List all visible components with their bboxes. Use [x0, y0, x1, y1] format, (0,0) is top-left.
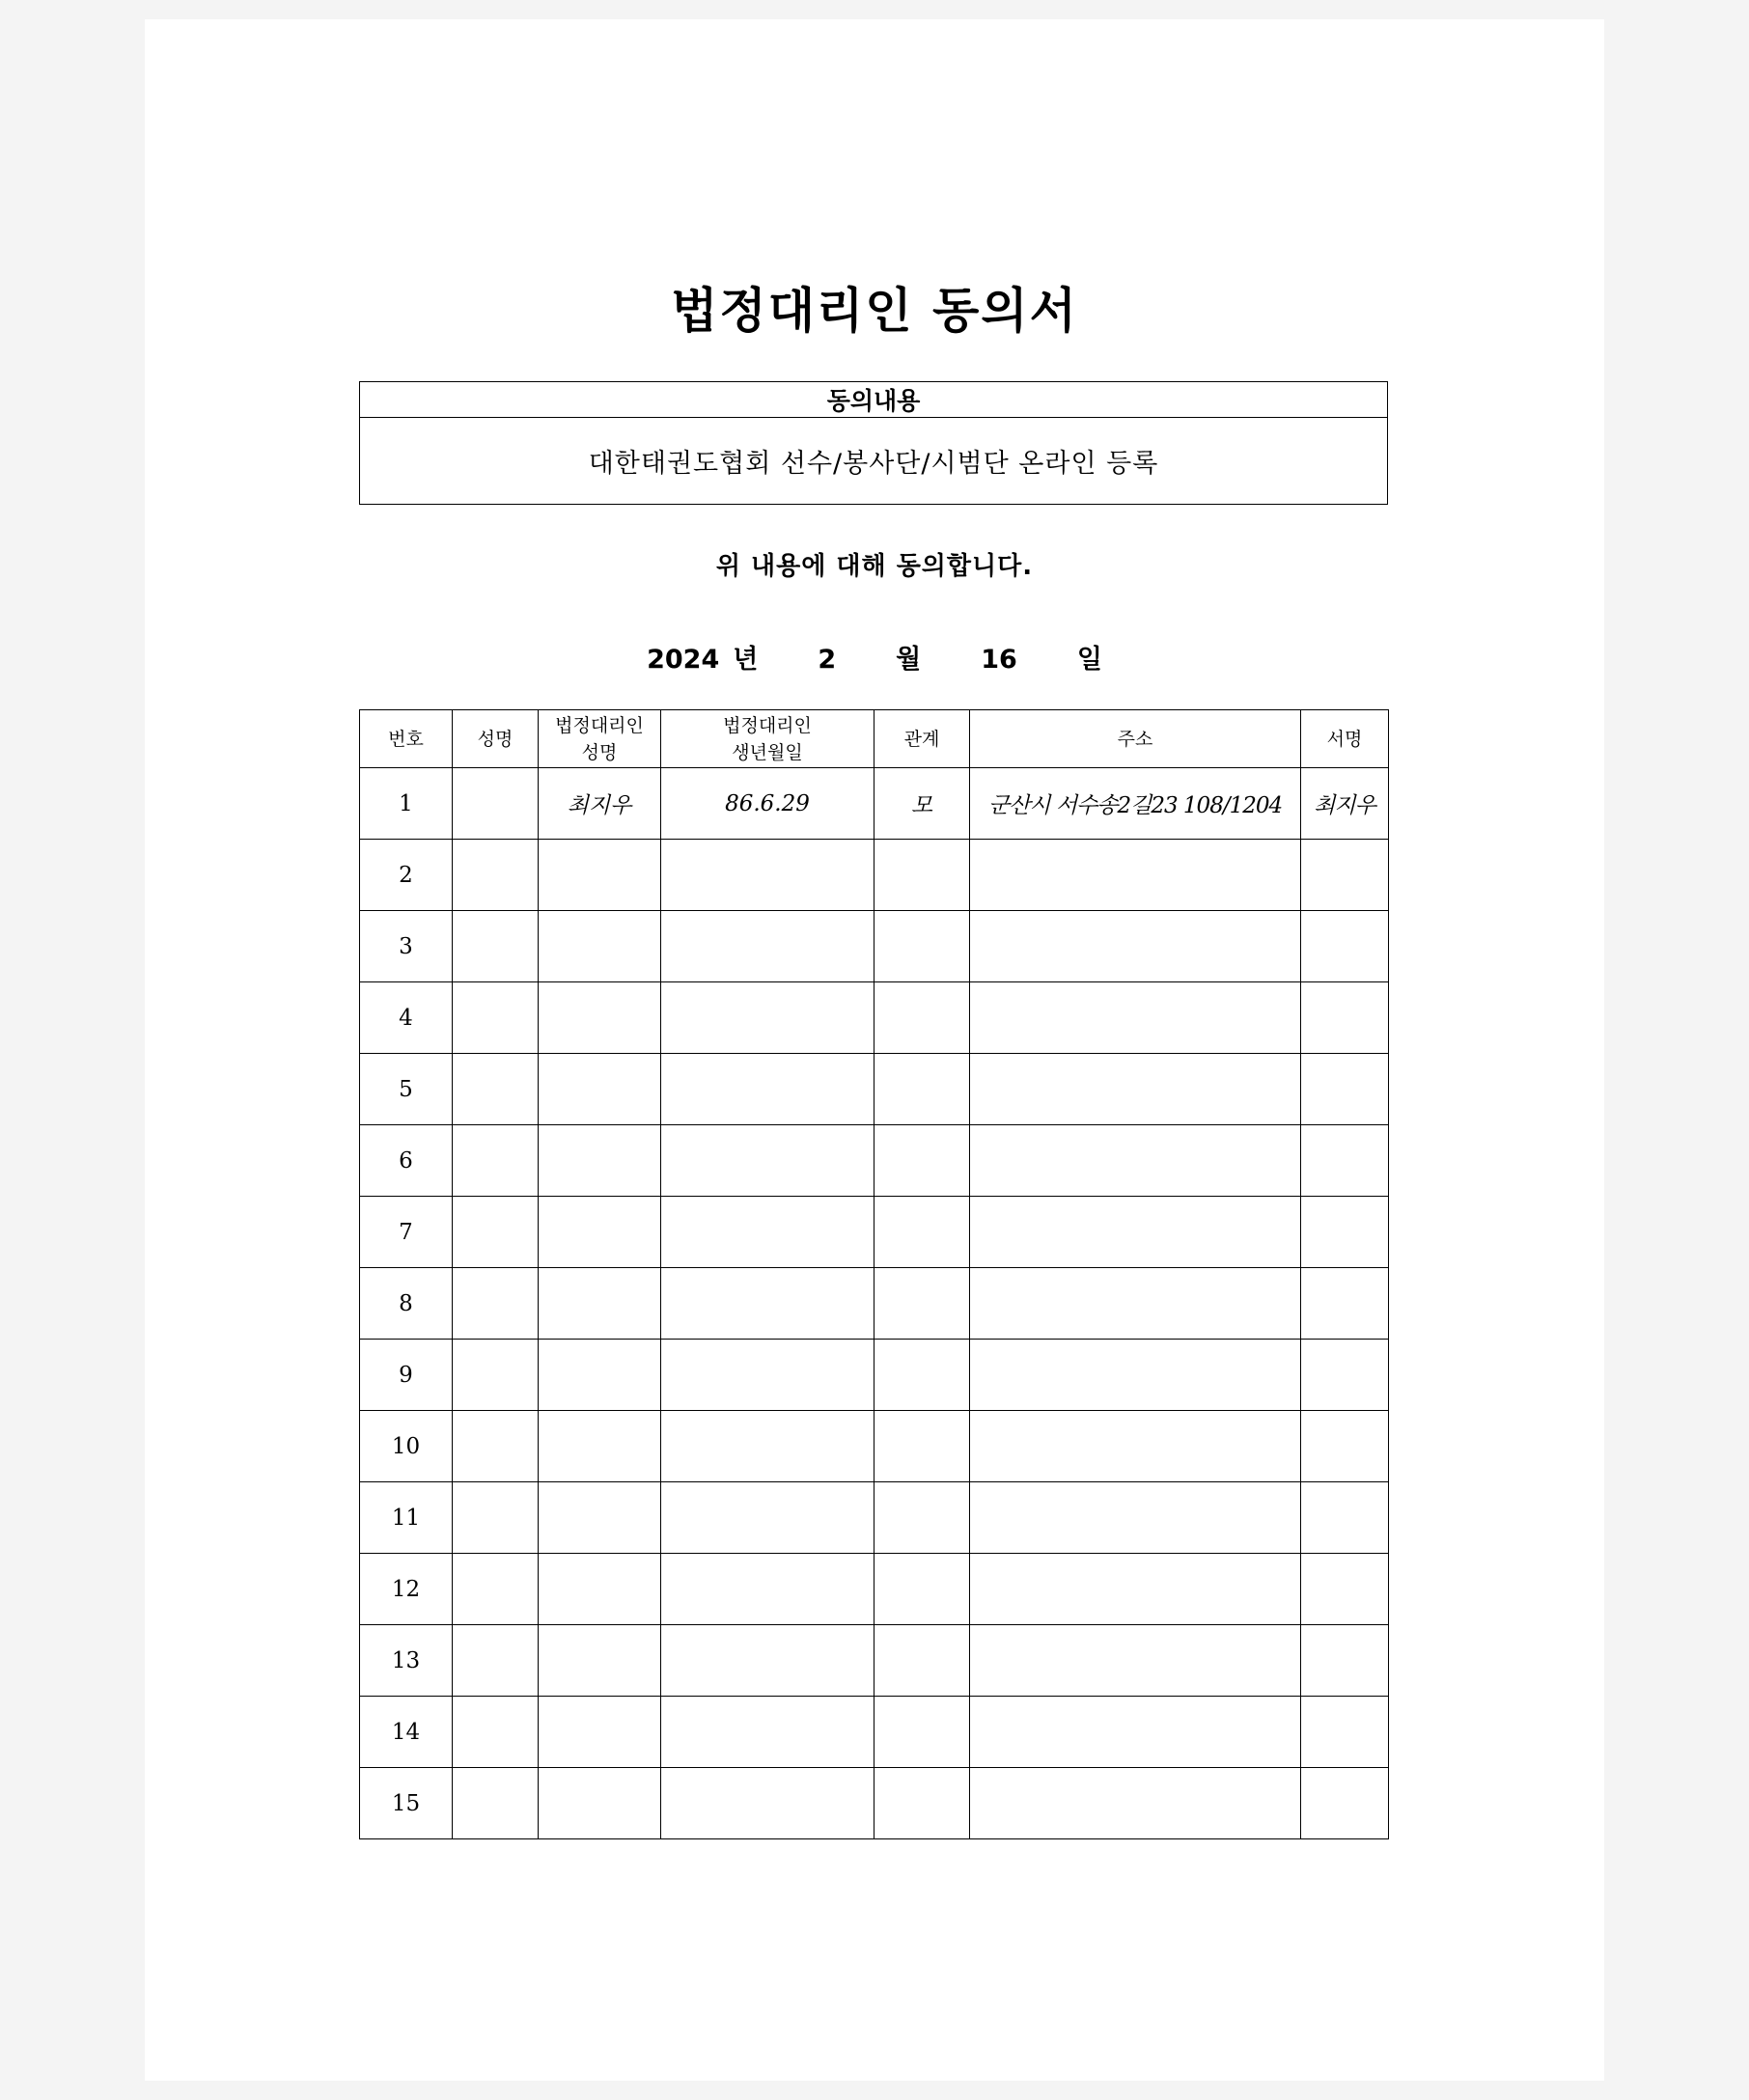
- cell-name: [453, 1625, 539, 1697]
- cell-name: [453, 982, 539, 1054]
- cell-relation: [874, 1197, 970, 1268]
- cell-guardian-birth: [661, 1340, 874, 1411]
- cell-guardian-name: [539, 1125, 661, 1197]
- date-year-unit: 년: [733, 645, 759, 675]
- cell-signature: [1301, 1197, 1389, 1268]
- cell-guardian-name: [539, 1768, 661, 1839]
- cell-signature: [1301, 1482, 1389, 1554]
- cell-guardian-name: [539, 1268, 661, 1340]
- cell-guardian-name: [539, 982, 661, 1054]
- table-row: [360, 1125, 1389, 1197]
- cell-no: 8: [360, 1268, 453, 1340]
- table-row: [360, 840, 1389, 911]
- cell-name: [453, 768, 539, 840]
- header-guardian-name-line1: 법정대리인: [555, 714, 644, 736]
- cell-guardian-birth: [661, 840, 874, 911]
- cell-name: [453, 1268, 539, 1340]
- cell-name: [453, 1197, 539, 1268]
- cell-relation: [874, 1411, 970, 1482]
- cell-address: [970, 1197, 1301, 1268]
- cell-signature: 최지우: [1301, 768, 1389, 840]
- cell-guardian-name: [539, 1340, 661, 1411]
- cell-guardian-name: [539, 1411, 661, 1482]
- cell-guardian-birth: [661, 1697, 874, 1768]
- cell-guardian-birth: [661, 1625, 874, 1697]
- header-guardian-name-line2: 성명: [581, 741, 618, 763]
- cell-guardian-birth: [661, 911, 874, 982]
- table-row: [360, 1697, 1389, 1768]
- header-guardian-birth-line2: 생년월일: [732, 741, 803, 763]
- cell-address: [970, 1411, 1301, 1482]
- header-no: 번호: [360, 710, 453, 768]
- table-row: [360, 1768, 1389, 1839]
- header-address: 주소: [970, 710, 1301, 768]
- cell-guardian-name: [539, 1697, 661, 1768]
- cell-no: 6: [360, 1125, 453, 1197]
- page-title: 법정대리인 동의서: [671, 283, 1078, 339]
- cell-signature: [1301, 1268, 1389, 1340]
- cell-guardian-birth: 86.6.29: [661, 768, 874, 840]
- table-row: [360, 1554, 1389, 1625]
- cell-signature: [1301, 1125, 1389, 1197]
- header-guardian-birth: [661, 710, 874, 768]
- table-row: [360, 1054, 1389, 1125]
- cell-relation: [874, 1054, 970, 1125]
- cell-no: 14: [360, 1697, 453, 1768]
- cell-no: 1: [360, 768, 453, 840]
- cell-guardian-birth: [661, 1125, 874, 1197]
- cell-guardian-name: [539, 1197, 661, 1268]
- table-row: [360, 1268, 1389, 1340]
- cell-guardian-birth: [661, 982, 874, 1054]
- date-year: 2024: [647, 645, 720, 675]
- cell-signature: [1301, 1625, 1389, 1697]
- cell-no: 11: [360, 1482, 453, 1554]
- cell-address: [970, 1697, 1301, 1768]
- cell-address: [970, 1625, 1301, 1697]
- table-row: [360, 1340, 1389, 1411]
- cell-no: 9: [360, 1340, 453, 1411]
- cell-name: [453, 1697, 539, 1768]
- date-month-unit: 월: [896, 645, 922, 675]
- table-row: [360, 1482, 1389, 1554]
- header-relation: 관계: [874, 710, 970, 768]
- header-guardian-name: [539, 710, 661, 768]
- cell-signature: [1301, 1554, 1389, 1625]
- cell-name: [453, 1411, 539, 1482]
- date-day-unit: 일: [1076, 645, 1102, 675]
- table-row: [360, 911, 1389, 982]
- cell-guardian-birth: [661, 1554, 874, 1625]
- cell-relation: [874, 1697, 970, 1768]
- table-row: [360, 982, 1389, 1054]
- agreement-statement: 위 내용에 대해 동의합니다.: [715, 552, 1034, 581]
- cell-guardian-birth: [661, 1768, 874, 1839]
- cell-relation: [874, 1482, 970, 1554]
- cell-relation: [874, 1768, 970, 1839]
- cell-no: 10: [360, 1411, 453, 1482]
- cell-relation: [874, 840, 970, 911]
- cell-name: [453, 1768, 539, 1839]
- cell-address: [970, 982, 1301, 1054]
- cell-guardian-birth: [661, 1482, 874, 1554]
- cell-signature: [1301, 1768, 1389, 1839]
- cell-no: 12: [360, 1554, 453, 1625]
- cell-address: [970, 1554, 1301, 1625]
- table-row: [360, 1197, 1389, 1268]
- cell-guardian-name: [539, 911, 661, 982]
- cell-signature: [1301, 840, 1389, 911]
- consent-date: [145, 638, 1604, 676]
- cell-relation: [874, 1340, 970, 1411]
- cell-relation: [874, 911, 970, 982]
- table-row: [360, 1411, 1389, 1482]
- cell-relation: [874, 1125, 970, 1197]
- cell-address: [970, 1268, 1301, 1340]
- cell-relation: [874, 1625, 970, 1697]
- header-signature: 서명: [1301, 710, 1389, 768]
- document-page: [145, 19, 1604, 2081]
- cell-guardian-birth: [661, 1197, 874, 1268]
- cell-guardian-birth: [661, 1411, 874, 1482]
- cell-no: 3: [360, 911, 453, 982]
- cell-name: [453, 1125, 539, 1197]
- cell-guardian-birth: [661, 1268, 874, 1340]
- cell-address: [970, 1054, 1301, 1125]
- cell-guardian-birth: [661, 1054, 874, 1125]
- cell-signature: [1301, 911, 1389, 982]
- date-month: 2: [818, 645, 837, 675]
- cell-name: [453, 1482, 539, 1554]
- cell-no: 7: [360, 1197, 453, 1268]
- cell-no: 13: [360, 1625, 453, 1697]
- cell-no: 5: [360, 1054, 453, 1125]
- cell-relation: [874, 1268, 970, 1340]
- cell-signature: [1301, 1340, 1389, 1411]
- cell-signature: [1301, 982, 1389, 1054]
- cell-name: [453, 911, 539, 982]
- cell-signature: [1301, 1411, 1389, 1482]
- cell-signature: [1301, 1697, 1389, 1768]
- cell-guardian-name: [539, 1625, 661, 1697]
- consent-content: 대한태권도협회 선수/봉사단/시범단 온라인 등록: [360, 418, 1388, 505]
- guardian-table: [359, 709, 1389, 1839]
- header-guardian-birth-line1: 법정대리인: [723, 714, 812, 736]
- table-row: [360, 768, 1389, 840]
- table-header-row: [360, 710, 1389, 768]
- cell-address: [970, 840, 1301, 911]
- cell-name: [453, 1054, 539, 1125]
- cell-address: 군산시 서수송2길23 108/1204: [970, 768, 1301, 840]
- cell-no: 2: [360, 840, 453, 911]
- cell-name: [453, 1554, 539, 1625]
- cell-address: [970, 1125, 1301, 1197]
- cell-signature: [1301, 1054, 1389, 1125]
- cell-no: 15: [360, 1768, 453, 1839]
- consent-header: 동의내용: [360, 382, 1388, 418]
- cell-address: [970, 1340, 1301, 1411]
- header-name: 성명: [453, 710, 539, 768]
- cell-guardian-name: [539, 840, 661, 911]
- cell-guardian-name: [539, 1482, 661, 1554]
- cell-name: [453, 840, 539, 911]
- cell-relation: [874, 982, 970, 1054]
- date-day: 16: [981, 645, 1017, 675]
- table-row: [360, 1625, 1389, 1697]
- cell-guardian-name: 최지우: [539, 768, 661, 840]
- cell-address: [970, 911, 1301, 982]
- cell-address: [970, 1482, 1301, 1554]
- cell-relation: 모: [874, 768, 970, 840]
- cell-no: 4: [360, 982, 453, 1054]
- cell-relation: [874, 1554, 970, 1625]
- consent-box: [359, 381, 1388, 505]
- cell-guardian-name: [539, 1054, 661, 1125]
- cell-name: [453, 1340, 539, 1411]
- cell-guardian-name: [539, 1554, 661, 1625]
- cell-address: [970, 1768, 1301, 1839]
